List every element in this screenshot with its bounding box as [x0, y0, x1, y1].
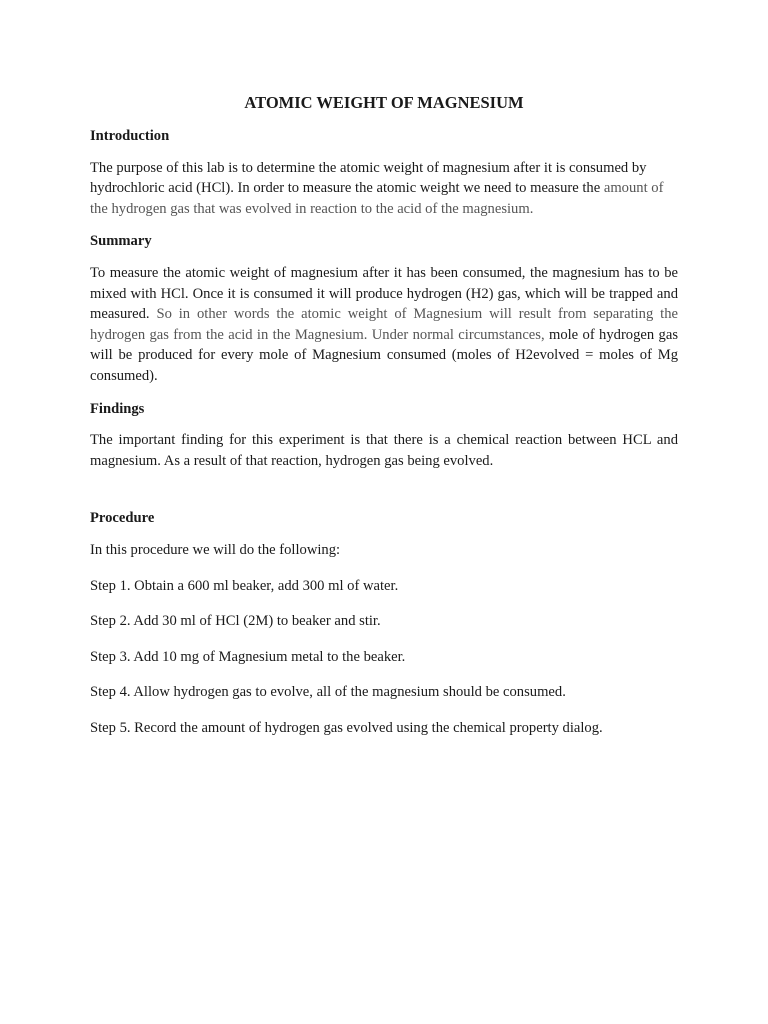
document-page: [90, 92, 678, 753]
findings-paragraph: The important finding for this experiment is that there is a chemical reaction between HCL and magnesium. As a result of that reaction, hydrogen gas being evolved.: [90, 432, 678, 469]
summary-text-2: mole of hydrogen gas will be produced for every mole of Magnesium consumed (moles of H2evolved = moles of Mg consumed).: [90, 326, 678, 384]
procedure-intro: In this procedure we will do the following:: [90, 541, 341, 558]
document-title: ATOMIC WEIGHT OF MAGNESIUM: [244, 93, 524, 112]
procedure-step-5: Step 5. Record the amount of hydrogen gas evolved using the chemical property dialog.: [90, 719, 603, 736]
introduction-text-grey: amount of the hydrogen gas that was evolved in reaction to the acid of the magnesium.: [90, 180, 664, 217]
procedure-step-1: Step 1. Obtain a 600 ml beaker, add 300 ml of water.: [90, 577, 399, 594]
procedure-step-2: Step 2. Add 30 ml of HCl (2M) to beaker and stir.: [90, 613, 381, 630]
summary-heading: Summary: [90, 233, 152, 250]
findings-heading: Findings: [90, 400, 145, 417]
introduction-paragraph: [90, 158, 678, 220]
summary-text-grey: So in other words the atomic weight of Magnesium will result from separating the hydrogen gas from the acid in the Magnesium. Under normal circumstances,: [90, 306, 678, 343]
section-spacer: [90, 483, 678, 508]
procedure-heading: Procedure: [90, 510, 155, 527]
summary-text-1: To measure the atomic weight of magnesium after it has been consumed, the magnesium has to be mixed with HCl. Once it is consumed it will produce hydrogen (H2) gas, which will be trapped and measured.: [90, 264, 678, 323]
introduction-heading: Introduction: [90, 128, 170, 144]
introduction-text: The purpose of this lab is to determine the atomic weight of magnesium after it is consumed by hydrochloric acid (HCl). In order to measure the atomic weight we need to measure the: [90, 159, 647, 197]
summary-paragraph: [90, 263, 678, 387]
procedure-step-3: Step 3. Add 10 mg of Magnesium metal to the beaker.: [90, 648, 406, 665]
procedure-step-4: Step 4. Allow hydrogen gas to evolve, all of the magnesium should be consumed.: [90, 684, 566, 701]
